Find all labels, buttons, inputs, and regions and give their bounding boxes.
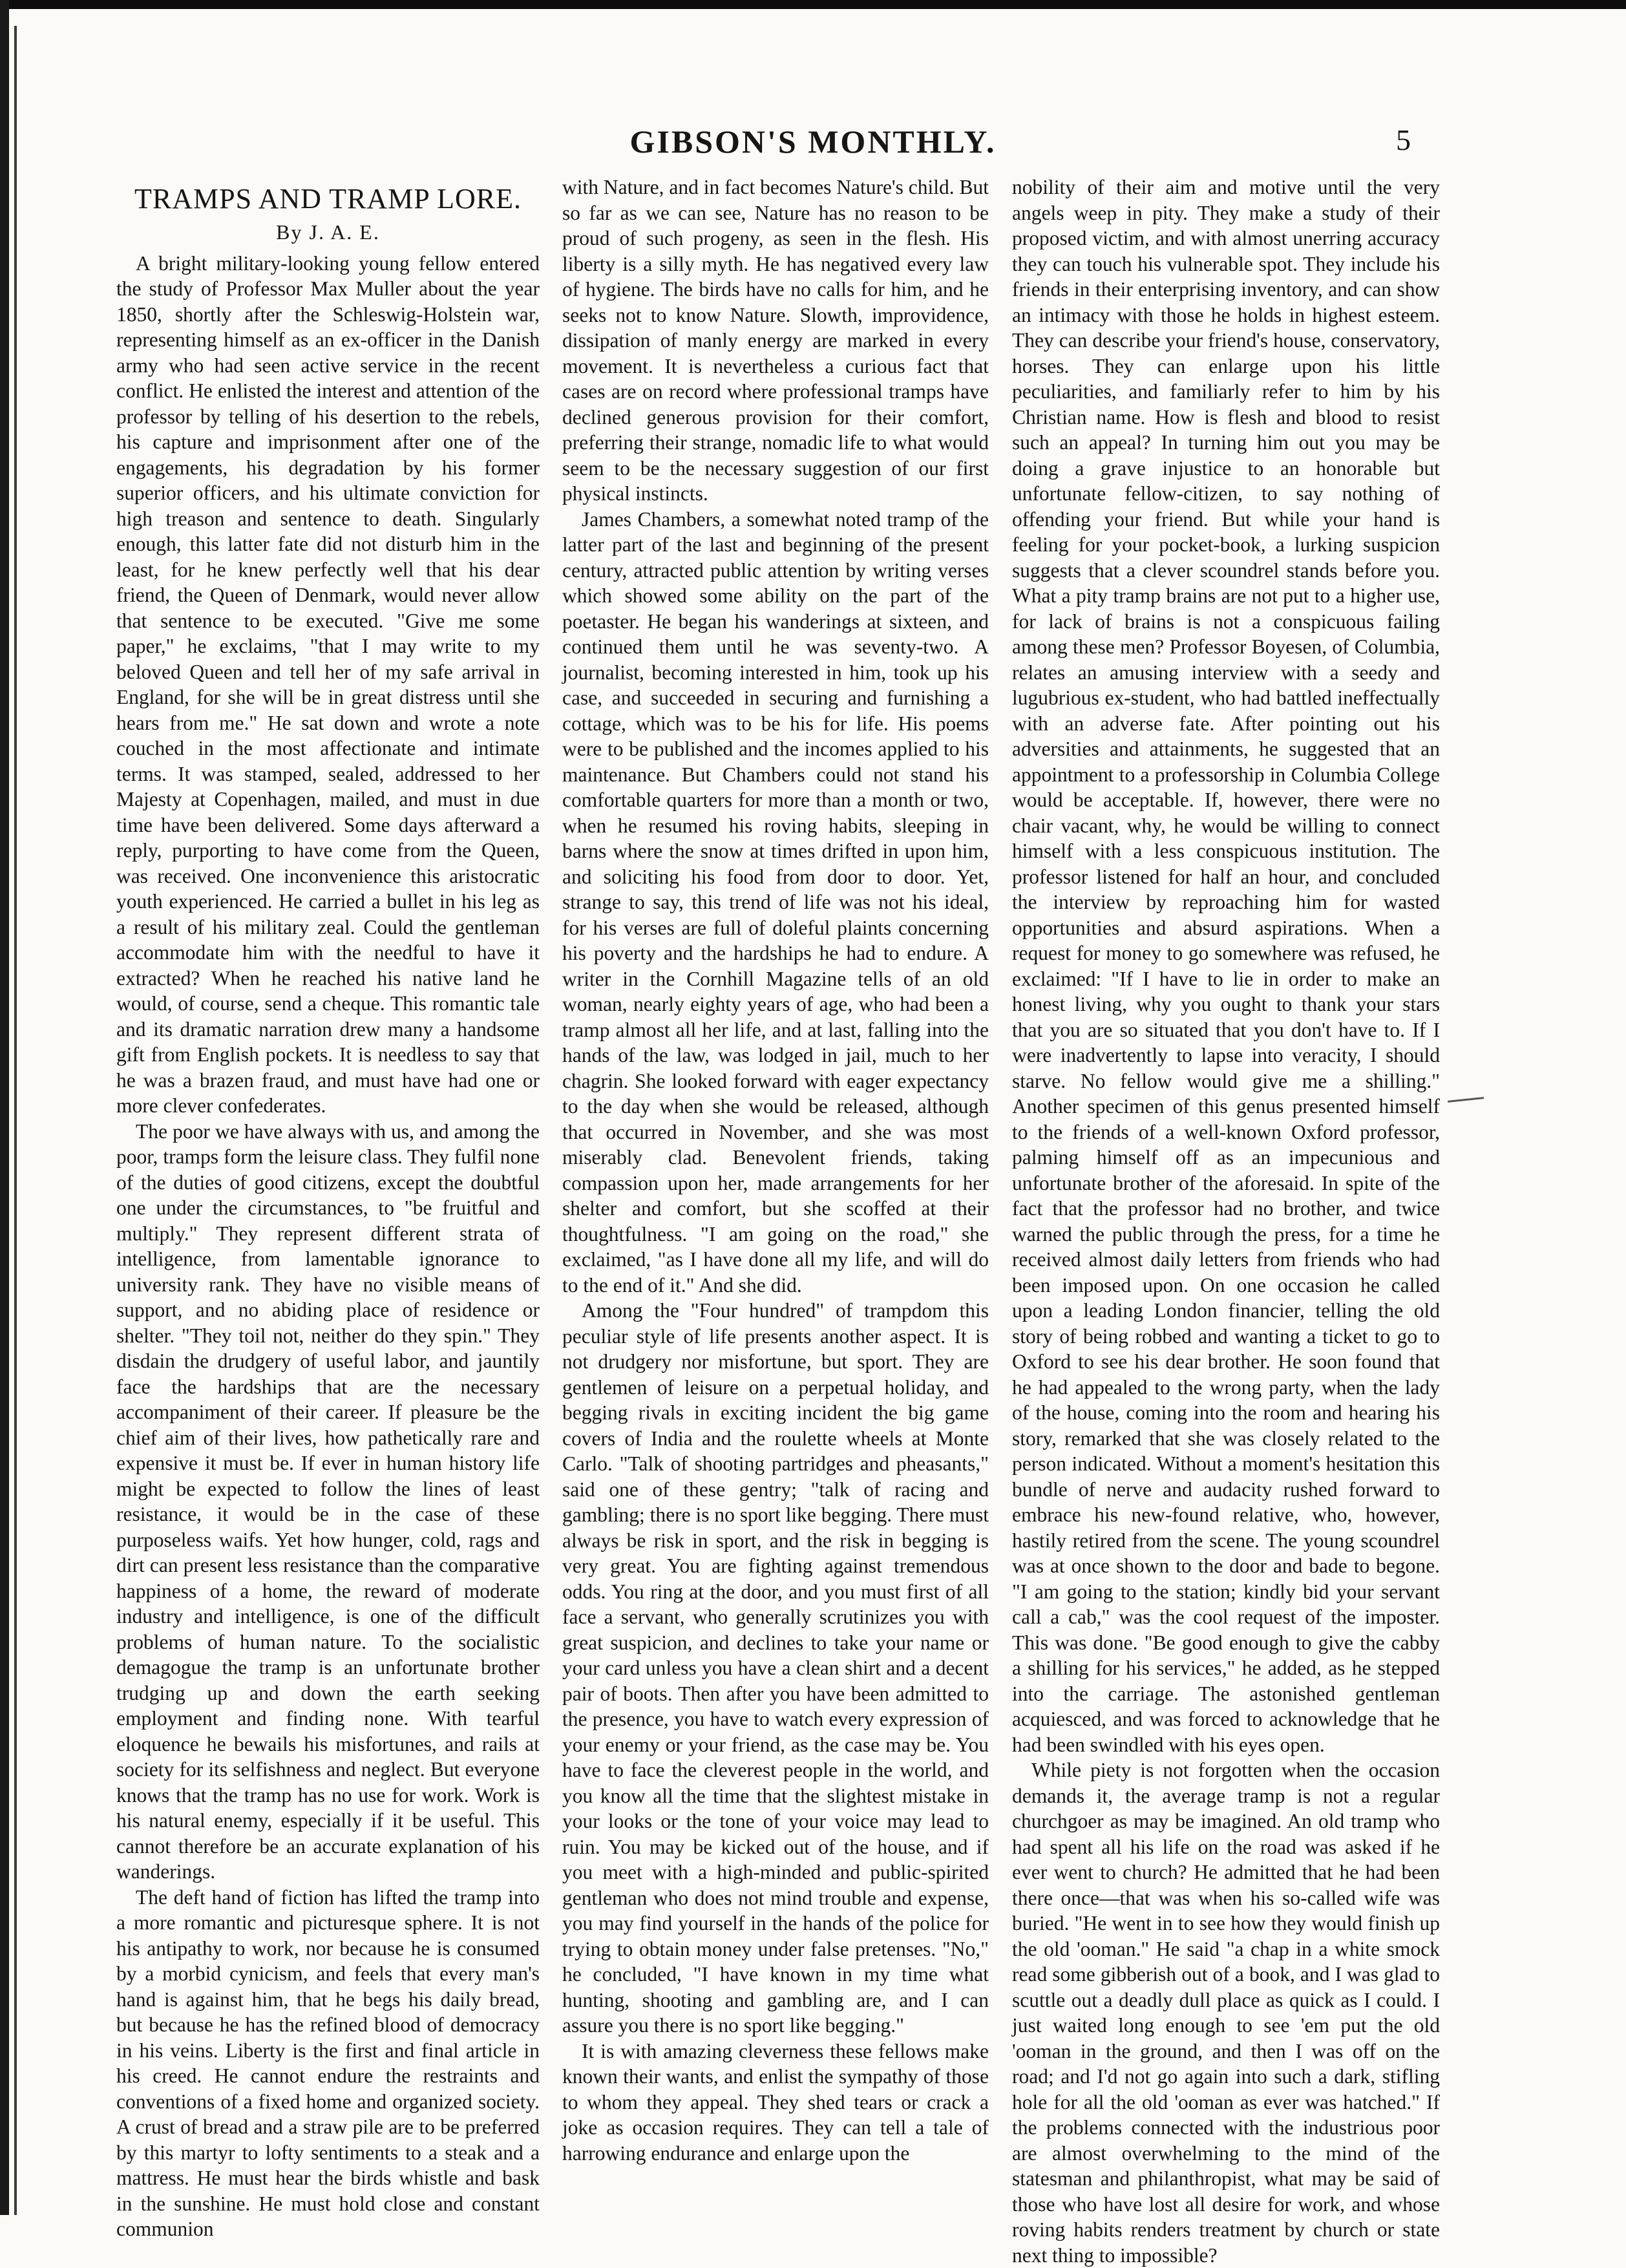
paragraph: nobility of their aim and motive until the very angels weep in pity. They make a study of their proposed victim, and with almost unerring accuracy they can touch his vulnerable spot. They include his friends in their enterprising inventory, and can show an intimacy with those he holds in highest esteem. They can describe your friend's house, conservatory, horses. They can enlarge upon his little peculiarities, and familiarly refer to him by his Christian name. How is flesh and blood to resist such an appeal? In turning him out you may be doing a grave injustice to an honorable but unfortunate fellow-citizen, to say nothing of offending your friend. But while your hand is feeling for your pocket-book, a lurking suspicion suggests that a clever scoundrel stands before you. What a pity tramp brains are not put to a higher use, for lack of brains is not a conspicuous failing among these men? Professor Boyesen, of Columbia, relates an amusing interview with a seedy and lugubrious ex-student, who had battled ineffectually with an adverse fate. After pointing out his adversities and attainments, he suggested that an appointment to a professorship in Columbia College would be acceptable. If, however, there were no chair vacant, why, he would be willing to connect himself with a less conspicuous institution. The professor listened for half an hour, and concluded the interview by reproaching him for wasted opportunities and absurd aspirations. When a request for money to go somewhere was refused, he exclaimed: "If I have to lie in order to make an honest living, why you ought to thank your stars that you are so situated that you don't have to. If I were inadvertently to lapse into veracity, I should starve. No fellow would give me a shilling." Another specimen of this genus presented himself to the friends of a well-known Oxford professor, palming himself off as an impecunious and unfortunate brother of the aforesaid. In spite of the fact that the professor had no brother, and twice warned the public through the press, for a time he received almost daily letters from friends who had been imposed upon. On one occasion he called upon a leading London financier, telling the old story of being robbed and wanting a ticket to go to Oxford to see his dear brother. He soon found that he had appealed to the wrong party, when the lady of the house, coming into the room and hearing his story, remarked that she was closely related to the person indicated. Without a moment's hesitation this bundle of nerve and audacity rushed forward to embrace his new-found relative, who, however, hastily retired from the scene. The young scoundrel was at once shown to the door and bade to begone. "I am going to the station; kindly bid your servant call a cab," was the cool request of the imposter. This was done. "Be good enough to give the cabby a shilling for his services," he added, as he stepped into the carriage. The astonished gentleman acquiesced, and was forced to acknowledge that he had been swindled with his eyes open. bbox=[1012, 176, 1440, 1756]
column-3 bbox=[1012, 175, 1440, 2267]
paragraph: It is with amazing cleverness these fellows make known their wants, and enlist the sympathy of those to whom they appeal. They shed tears or crack a joke as occasion requires. They can tell a tale of harrowing endurance and enlarge upon the bbox=[562, 2039, 989, 2165]
paragraph: The deft hand of fiction has lifted the tramp into a more romantic and picturesque sphere. It is not his antipathy to work, nor because he is consumed by a morbid cynicism, and feels that every man's hand is against him, that he begs his daily bread, but because he has the refined blood of democracy in his veins. Liberty is the first and final article in his creed. He cannot endure the restraints and conventions of a fixed home and organized society. A crust of bread and a straw pile are to be preferred by this martyr to lofty sentiments to a steak and a mattress. He must hear the birds whistle and bask in the sunshine. He must hold close and constant communion bbox=[116, 1885, 540, 2240]
article-title: TRAMPS AND TRAMP LORE. bbox=[134, 183, 522, 215]
column-1 bbox=[116, 175, 540, 2240]
paragraph: with Nature, and in fact becomes Nature's child. But so far as we can see, Nature has no reason to be proud of such progeny, as seen in the flesh. His liberty is a silly myth. He has negatived every law of hygiene. The birds have no calls for him, and he seeks not to know Nature. Slowth, improvidence, dissipation of manly energy are marked in every movement. It is nevertheless a curious fact that cases are on record where professional tramps have declined generous provision for their comfort, preferring their strange, nomadic life to what would seem to be the necessary suggestion of our first physical instincts. bbox=[562, 176, 989, 505]
paragraph: James Chambers, a somewhat noted tramp of the latter part of the last and beginning of the present century, attracted public attention by writing verses which showed some ability on the part of the poetaster. He began his wanderings at sixteen, and continued them until he was seventy-two. A journalist, becoming interested in him, took up his case, and succeeded in securing and furnishing a cottage, which was to be his for life. His poems were to be published and the incomes applied to his maintenance. But Chambers could not stand his comfortable quarters for more than a month or two, when he resumed his roving habits, sleeping in barns where the snow at times drifted in upon him, and soliciting his food from door to door. Yet, strange to say, this trend of life was not his ideal, for his verses are full of doleful plaints concerning his poverty and the hardships he had to endure. A writer in the Cornhill Magazine tells of an old woman, nearly eighty years of age, who had been a tramp almost all her life, and at last, falling into the hands of the law, was lodged in jail, much to her chagrin. She looked forward with eager expectancy to the day when she would be released, although that occurred in November, and she was most miserably clad. Benevolent friends, taking compassion upon her, made arrangements for her shelter and comfort, but she scoffed at their thoughtfulness. "I am going on the road," she exclaimed, "as I have done all my life, and will do to the end of it." And she did. bbox=[562, 507, 989, 1297]
page-edge bbox=[0, 0, 9, 2215]
paragraph: A bright military-looking young fellow entered the study of Professor Max Muller about the year 1850, shortly after the Schleswig-Holstein war, representing himself as an ex-officer in the Danish army who had seen active service in the recent conflict. He enlisted the interest and attention of the professor by telling of his desertion to the rebels, his capture and imprisonment after one of the engagements, his degradation by his former superior officers, and his ultimate conviction for high treason and sentence to death. Singularly enough, this latter fate did not disturb him in the least, for he knew perfectly well that his dear friend, the Queen of Denmark, would never allow that sentence to be executed. "Give me some paper," he exclaims, "that I may write to my beloved Queen and tell her of my safe arrival in England, for she will be in great distress until she hears from me." He sat down and wrote a note couched in the most affectionate and intimate terms. It was stamped, sealed, addressed to her Majesty at Copenhagen, mailed, and must in due time have been delivered. Some days afterward a reply, purporting to have come from the Queen, was received. One inconvenience this aristocratic youth experienced. He carried a bullet in his leg as a result of his military zeal. Could the gentleman accommodate him with the needful to have it extracted? When he reached his native land he would, of course, send a cheque. This romantic tale and its dramatic narration drew many a handsome gift from English pockets. It is needless to say that he was a brazen fraud, and must have had one or more clever confederates. bbox=[116, 251, 540, 1117]
margin-mark bbox=[1448, 1097, 1484, 1103]
paragraph: The poor we have always with us, and among the poor, tramps form the leisure class. They fulfil none of the duties of good citizens, except the doubtful one under the circumstances, to "be fruitful and multiply." They represent different strata of intelligence, from lamentable ignorance to university rank. They have no visible means of support, and no abiding place of residence or shelter. "They toil not, neither do they spin." They disdain the drudgery of useful labor, and jauntily face the hardships that are the necessary accompaniment of their career. If pleasure be the chief aim of their lives, how pathetically rare and expensive it must be. If ever in human history life might be expected to follow the lines of least resistance, it would be in the case of these purposeless waifs. Yet how hunger, cold, rags and dirt can present less resistance than the comparative happiness of a home, the reward of moderate industry and intelligence, is one of the difficult problems of human nature. To the socialistic demagogue the tramp is an unfortunate brother trudging up and down the earth seeking employment and finding none. With tearful eloquence he bewails his misfortunes, and rails at society for its selfishness and neglect. But everyone knows that the tramp has no use for work. Work is his natural enemy, especially if it be useful. This cannot therefore be an accurate explanation of his wanderings. bbox=[116, 1119, 540, 1883]
paragraph: Among the "Four hundred" of trampdom this peculiar style of life presents another aspect. It is not drudgery nor misfortune, but sport. They are gentlemen of leisure on a perpetual holiday, and begging rivals in exciting incident the big game covers of India and the roulette wheels at Monte Carlo. "Talk of shooting partridges and pheasants," said one of these gentry; "talk of racing and gambling; there is no sport like begging. There must always be risk in sport, and the risk in begging is very great. You are fighting against tremendous odds. You ring at the door, and you must first of all face a servant, who generally scrutinizes you with great suspicion, and declines to take your name or your card unless you have a clean shirt and a decent pair of boots. Then after you have been admitted to the presence, you have to watch every expression of your enemy or your friend, as the case may be. You have to face the cleverest people in the world, and you know all the time that the slightest mistake in your looks or the tone of your voice may lead to ruin. You may be kicked out of the house, and if you meet with a high-minded and public-spirited gentleman who does not mind trouble and expense, you may find yourself in the hands of the police for trying to obtain money under false pretenses. "No," he concluded, "I have known in my time what hunting, shooting and gambling are, and I can assure you there is no sport like begging." bbox=[562, 1299, 989, 2037]
page-number: 5 bbox=[1396, 123, 1411, 156]
masthead: GIBSON'S MONTHLY. bbox=[629, 123, 997, 160]
column-2 bbox=[562, 175, 989, 2191]
top-rule bbox=[0, 0, 1626, 9]
paragraph: While piety is not forgotten when the occasion demands it, the average tramp is not a regular churchgoer as may be imagined. An old tramp who had spent all his life on the road was asked if he ever went to church? He admitted that he had been there once—that was when his so-called wife was buried. "He went in to see how they would finish up the old 'ooman." He said "a chap in a white smock read some gibberish out of a book, and I was glad to scuttle out a deadly dull place as quick as I could. I just waited long enough to see 'em put the old 'ooman in the ground, and then I was off on the road; and I'd not go again into such a dark, stifling hole for all the old 'ooman as ever was hatched." If the problems connected with the industrious poor are almost overwhelming to the mind of the statesman and philanthropist, what may be said of those who have lost all desire for work, and whose roving habits renders treatment by church or state next thing to impossible? bbox=[1012, 1759, 1440, 2267]
article-byline: By J. A. E. bbox=[276, 220, 380, 244]
page-edge-line bbox=[14, 26, 17, 2215]
